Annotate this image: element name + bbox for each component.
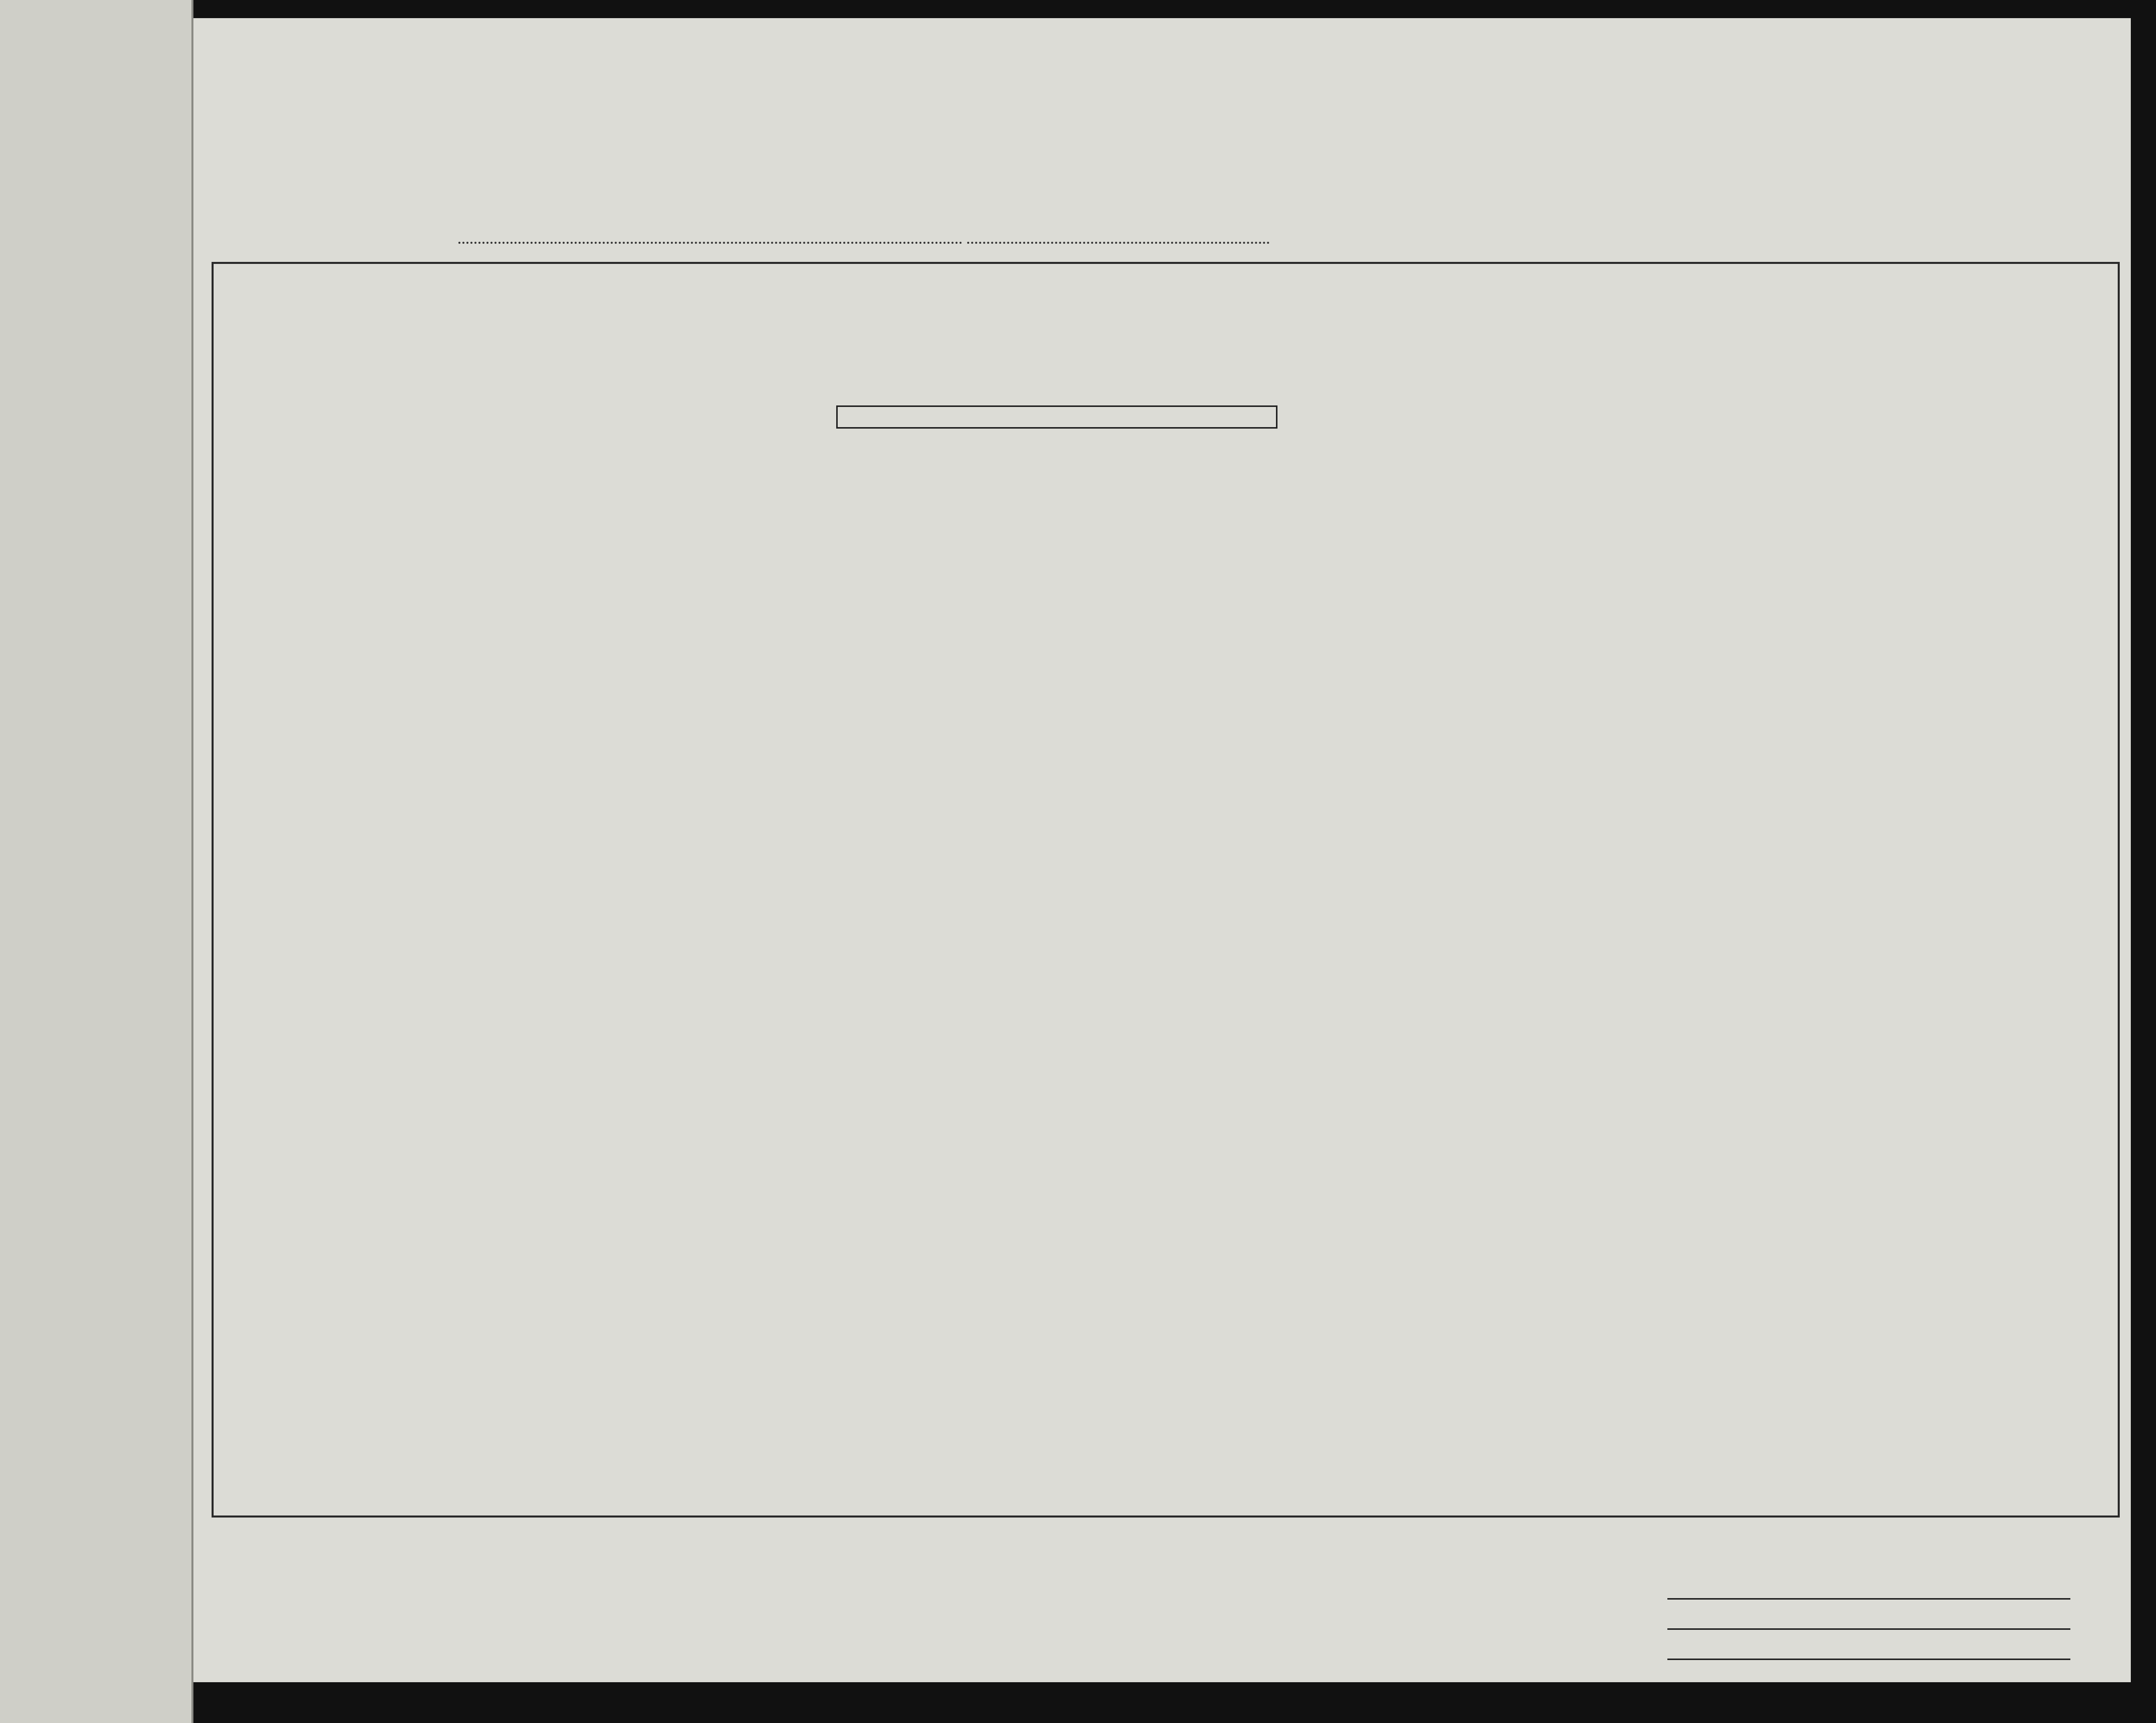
scan-border-bottom (0, 1682, 2156, 1723)
previous-page-strip (0, 0, 193, 1723)
owners-row (1536, 1607, 2091, 1637)
owners-rule (1667, 1628, 2070, 1630)
port-line (458, 242, 962, 244)
scan-border-right (2131, 0, 2156, 1723)
agents-rule (1667, 1659, 2070, 1660)
date-line (967, 242, 1269, 244)
scan-border-top (0, 0, 2156, 18)
agents-row (1536, 1637, 2091, 1667)
embarkation-banner (836, 405, 1277, 429)
line-rule (1667, 1598, 2070, 1600)
shipping-line-block (1536, 1576, 2091, 1667)
passenger-table (212, 262, 2120, 1518)
line-row (1536, 1576, 2091, 1607)
